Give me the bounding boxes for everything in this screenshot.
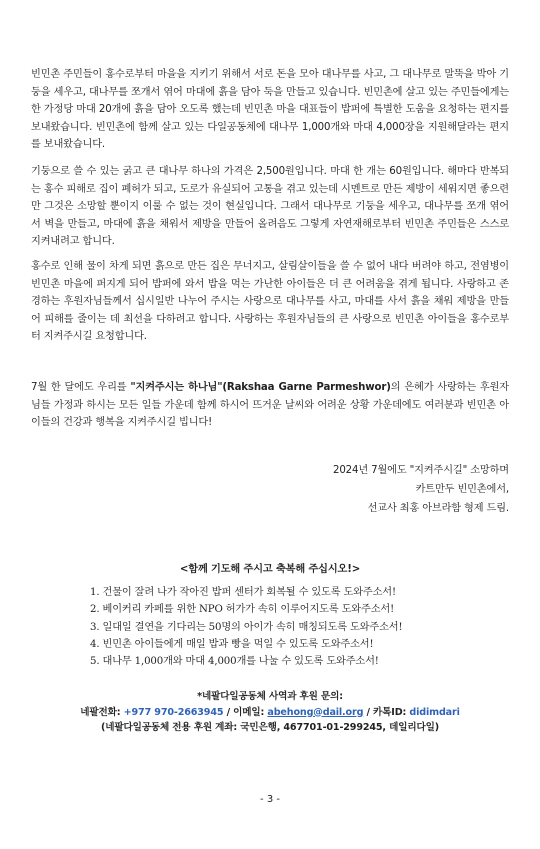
kakao-label: / 카톡ID:	[366, 706, 410, 718]
email-link[interactable]: abehong@dail.org	[267, 706, 364, 718]
signature-line-3: 선교사 최홍 아브라함 형제 드림.	[367, 502, 509, 514]
protecting-god-phrase: "지켜주시는 하나님"(Rakshaa Garne Parmeshwor)	[130, 382, 391, 393]
prayer-item: 4. 빈민촌 아이들에게 매일 밥과 빵을 먹일 수 있도록 도와주소서!	[90, 638, 374, 650]
prayer-title: <함께 기도해 주시고 축복해 주십시오!>	[179, 564, 361, 575]
signature-line-1: 2024년 7월에도 "지켜주시길" 소망하며	[333, 465, 509, 476]
bank-account: (네팔다일공동체 전용 후원 계좌: 국민은행, 467701-01-299245, 데일리다일)	[101, 722, 439, 733]
kakao-id[interactable]: didimdari	[409, 706, 460, 718]
prayer-item: 3. 일대일 결연을 기다리는 50명의 아이가 속히 매칭되도록 도와주소서!	[90, 621, 403, 633]
prayer-item: 5. 대나무 1,000개와 마대 4,000개를 나눌 수 있도록 도와주소서!	[90, 656, 379, 668]
contact-line	[0, 705, 540, 721]
letter-paragraph-3: 홍수로 인해 물이 차게 되면 흙으로 만든 집은 무너지고, 살림살이들을 쓸 수 없어 내다 버려야 하고, 전염병이 빈민촌 마을에 퍼지게 되어 밥퍼에 와서 밥을 먹는 가난한 아이들은 더 큰 어려움을 겪게 됩니다. 사랑하고 존경하는 후원자님들께서 십시일반 나누어 주시는 사랑으로 대나무를 사고, 마대를 사서 흙을 채워 제방을 만들어 피해를 줄이는 데 최선을 다하려고 합니다. 사랑하는 후원자님들의 큰 사랑으로 빈민촌 아이들을 홍수로부터 지켜주시길 요청합니다.	[31, 261, 509, 343]
page-number: - 3 -	[260, 794, 280, 805]
contact-heading: *네팔다일공동체 사역과 후원 문의:	[197, 691, 343, 702]
phone-number[interactable]: +977 970-2663945	[123, 706, 224, 718]
contact-block	[0, 689, 540, 736]
signature-block	[333, 462, 509, 518]
prayer-item: 2. 베이커리 카페를 위한 NPO 허가가 속히 이루어지도록 도와주소서!	[90, 604, 395, 616]
letter-paragraph-1: 빈민촌 주민들이 홍수로부터 마을을 지키기 위해서 서로 돈을 모아 대나무를 사고, 그 대나무로 말뚝을 박아 기둥을 세우고, 대나무를 쪼개서 엮어 마대에 흙을 담아 둑을 만들고 있습니다. 빈민촌에 살고 있는 주민들에게는 한 가정당 마대 20개에 흙을 담아 오도록 했는데 빈민촌 마을 대표들이 밥퍼에 특별한 도움을 요청하는 편지를 보내왔습니다. 빈민촌에 함께 살고 있는 다일공동체에 대나무 1,000개와 마대 4,000장을 지원해달라는 편지를 보내왔습니다.	[31, 69, 509, 151]
letter-paragraph-4	[31, 379, 509, 432]
signature-line-2: 카트만두 빈민촌에서,	[415, 483, 509, 495]
email-label: / 이메일:	[226, 706, 268, 718]
paragraph-4-end: 의 은혜가 사랑하는 후원자님들 가정과 하시는 모든 일들 가운데 함께 하시어 뜨거운 날씨와 어려운 상황 가운데에도 여러분과 빈민촌 아이들의 건강과 행복을 지켜주시길 빕니다!	[31, 382, 509, 429]
letter-paragraph-2: 기둥으로 쓸 수 있는 굵고 큰 대나무 하나의 가격은 2,500원입니다. 마대 한 개는 60원입니다. 해마다 반복되는 홍수 피해로 집이 폐허가 되고, 도로가 유실되어 고통을 겪고 있는데 시멘트로 만든 제방이 세워지면 좋으련만 그것은 소망할 뿐이지 이룰 수 없는 것이 현실입니다. 그래서 대나무로 기둥을 세우고, 대나무를 쪼개 엮어서 벽을 만들고, 마대에 흙을 채워서 제방을 만들어 올려음도 그렇게 자연재해로부터 빈민촌 주민들은 스스로 지켜내려고 합니다.	[31, 166, 509, 248]
paragraph-4-start: 7월 한 달에도 우리를	[31, 382, 131, 393]
prayer-item: 1. 건물이 잘려 나가 작아진 밥퍼 센터가 회복될 수 있도록 도와주소서!	[90, 587, 396, 598]
prayer-list	[90, 584, 402, 670]
phone-label: 네팔전화:	[80, 706, 124, 718]
